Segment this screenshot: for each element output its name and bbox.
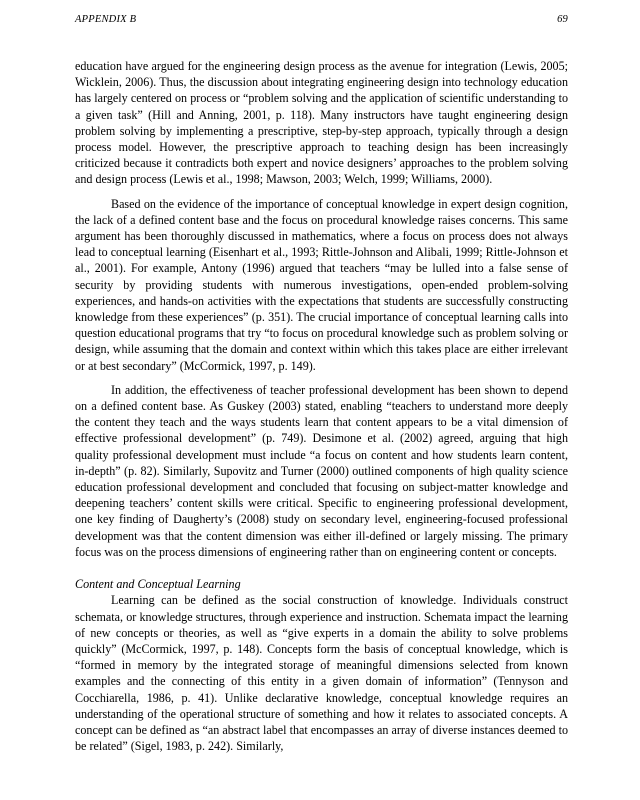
section-heading: Content and Conceptual Learning (75, 577, 241, 592)
running-header (75, 14, 568, 30)
paragraph-content-learning: Learning can be defined as the social construction of knowledge. Individuals construct schemata, or knowledge structures, through experience and instruction. Schemata impact the learning of new concepts or theories, as well as “give experts in a domain the ability to solve problems quickly” (McCormick, 1997, p. 148). Concepts form the basis of conceptual knowledge, which is “formed in memory by the integrated storage of meaningful dimensions selected from known examples and the connecting of this entity in a given domain of information” (Tennyson and Cocchiarella, 1986, p. 41). Unlike declarative knowledge, conceptual knowledge requires an understanding of the operational structure of something and how it relates to associated concepts. A concept can be defined as “an abstract label that encompasses an array of diverse instances deemed to be related” (Sigel, 1983, p. 242). Similarly, (75, 593, 568, 754)
paragraph-professional-development: In addition, the effectiveness of teacher professional development has been shown to depend on a defined content base. As Guskey (2003) stated, enabling “teachers to understand more deeply the content they teach and the ways students learn that content appears to be a vital dimension of effective professional development” (p. 749). Desimone et al. (2002) agreed, arguing that high quality professional development must include “a focus on content and how students learn content, in-depth” (p. 82). Similarly, Supovitz and Turner (2000) outlined components of high quality science education professional development and concluded that focusing on subject-matter knowledge and deepening teachers’ content skills were critical. Specific to engineering professional development, one key finding of Daugherty’s (2008) study on secondary level, engineering-focused professional development was that the content dimension was either ill-defined or largely missing. The primary focus was on the process dimensions of engineering rather than on engineering content or concepts. (75, 382, 568, 559)
paragraph-conceptual-knowledge: Based on the evidence of the importance of conceptual knowledge in expert design cognition, the lack of a defined content base and the focus on procedural knowledge raises concerns. This same argument has been thoroughly discussed in mathematics, where a focus on process does not always lead to conceptual learning (Eisenhart et al., 1993; Rittle-Johnson and Alibali, 1999; Rittle-Johnson et al., 2001). For example, Antony (1996) argued that teachers “may be lulled into a false sense of security by providing students with numerous investigations, open-ended problem-solving experiences, and hands-on activities with the expectations that students are successfully constructing knowledge from these experiences” (p. 351). The crucial importance of conceptual learning calls into question educational programs that try “to focus on procedural knowledge such as problem solving or design, while assuming that the domain and context within which this takes place are either irrelevant or at best secondary” (McCormick, 1997, p. 149). (75, 196, 568, 373)
page-number: 69 (557, 14, 568, 25)
body-text (75, 58, 568, 762)
paragraph-continuation: education have argued for the engineering design process as the avenue for integration (Lewis, 2005; Wicklein, 2006). Thus, the discussion about integrating engineering design into technology education has largely centered on process or “problem solving and the application of scientific understanding to a given task” (Hill and Anning, 2001, p. 118). Many instructors have taught engineering design problem solving by implementing a prescriptive, step-by-step approach, typically through a design process model. However, the prescriptive approach to teaching design has been increasingly criticized because it contradicts both expert and novice designers’ approaches to the problem solving and design process (Lewis et al., 1998; Mawson, 2003; Welch, 1999; Williams, 2000). (75, 59, 568, 187)
header-title: APPENDIX B (75, 14, 137, 25)
